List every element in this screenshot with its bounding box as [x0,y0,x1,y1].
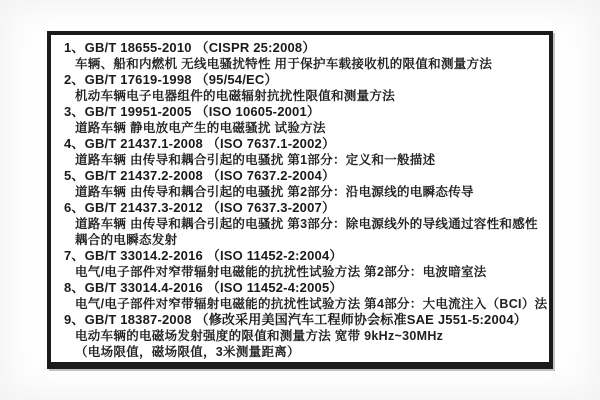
standard-desc-line: 车辆、船和内燃机 无线电骚扰特性 用于保护车载接收机的限值和测量方法 [75,57,493,71]
standard-title: 5、GB/T 21437.2-2008 （ISO 7637.2-2004） [64,168,336,183]
standard-desc-line: 道路车辆 由传导和耦合引起的电骚扰 第1部分：定义和一般描述 [75,153,436,167]
standard-desc-line: （电场限值，磁场限值，3米测量距离） [75,345,300,359]
standard-desc-line: 道路车辆 静电放电产生的电磁骚扰 试验方法 [75,121,326,135]
standard-desc-line: 道路车辆 由传导和耦合引起的电骚扰 第2部分：沿电源线的电瞬态传导 [75,185,474,199]
standard-desc-line: 电气/电子部件对窄带辐射电磁能的抗扰性试验方法 第4部分：大电流注入（BCI）法 [75,297,548,311]
standard-title: 9、GB/T 18387-2008 （修改采用美国汽车工程师协会标准SAE J551-5:2004） [64,312,527,327]
standard-desc-line: 电气/电子部件对窄带辐射电磁能的抗扰性试验方法 第2部分：电波暗室法 [75,265,487,279]
standard-item [64,136,547,168]
standard-title: 1、GB/T 18655-2010 （CISPR 25:2008） [64,40,316,55]
standard-item [64,72,547,104]
standards-list [51,35,549,360]
standard-desc-line: 道路车辆 由传导和耦合引起的电骚扰 第3部分：除电源线外的导线通过容性和感性 [75,217,538,231]
document-border-frame [47,31,553,369]
standard-item [64,312,547,360]
standard-item [64,168,547,200]
standard-item [64,248,547,280]
standard-title: 6、GB/T 21437.3-2012 （ISO 7637.3-2007） [64,200,336,215]
standard-title: 4、GB/T 21437.1-2008 （ISO 7637.1-2002） [64,136,336,151]
standard-desc-line: 耦合的电瞬态发射 [75,233,178,247]
standard-item [64,40,547,72]
standard-desc-line: 机动车辆电子电器组件的电磁辐射抗扰性限值和测量方法 [75,89,396,103]
standard-title: 2、GB/T 17619-1998 （95/54/EC） [64,72,278,87]
standard-title: 7、GB/T 33014.2-2016 （ISO 11452-2:2004） [64,248,343,263]
standard-item [64,280,547,312]
standard-item [64,200,547,248]
standard-item [64,104,547,136]
standard-title: 8、GB/T 33014.4-2016 （ISO 11452-4:2005） [64,280,343,295]
standard-title: 3、GB/T 19951-2005 （ISO 10605-2001） [64,104,321,119]
standard-desc-line: 电动车辆的电磁场发射强度的限值和测量方法 宽带 9kHz~30MHz [75,329,444,343]
